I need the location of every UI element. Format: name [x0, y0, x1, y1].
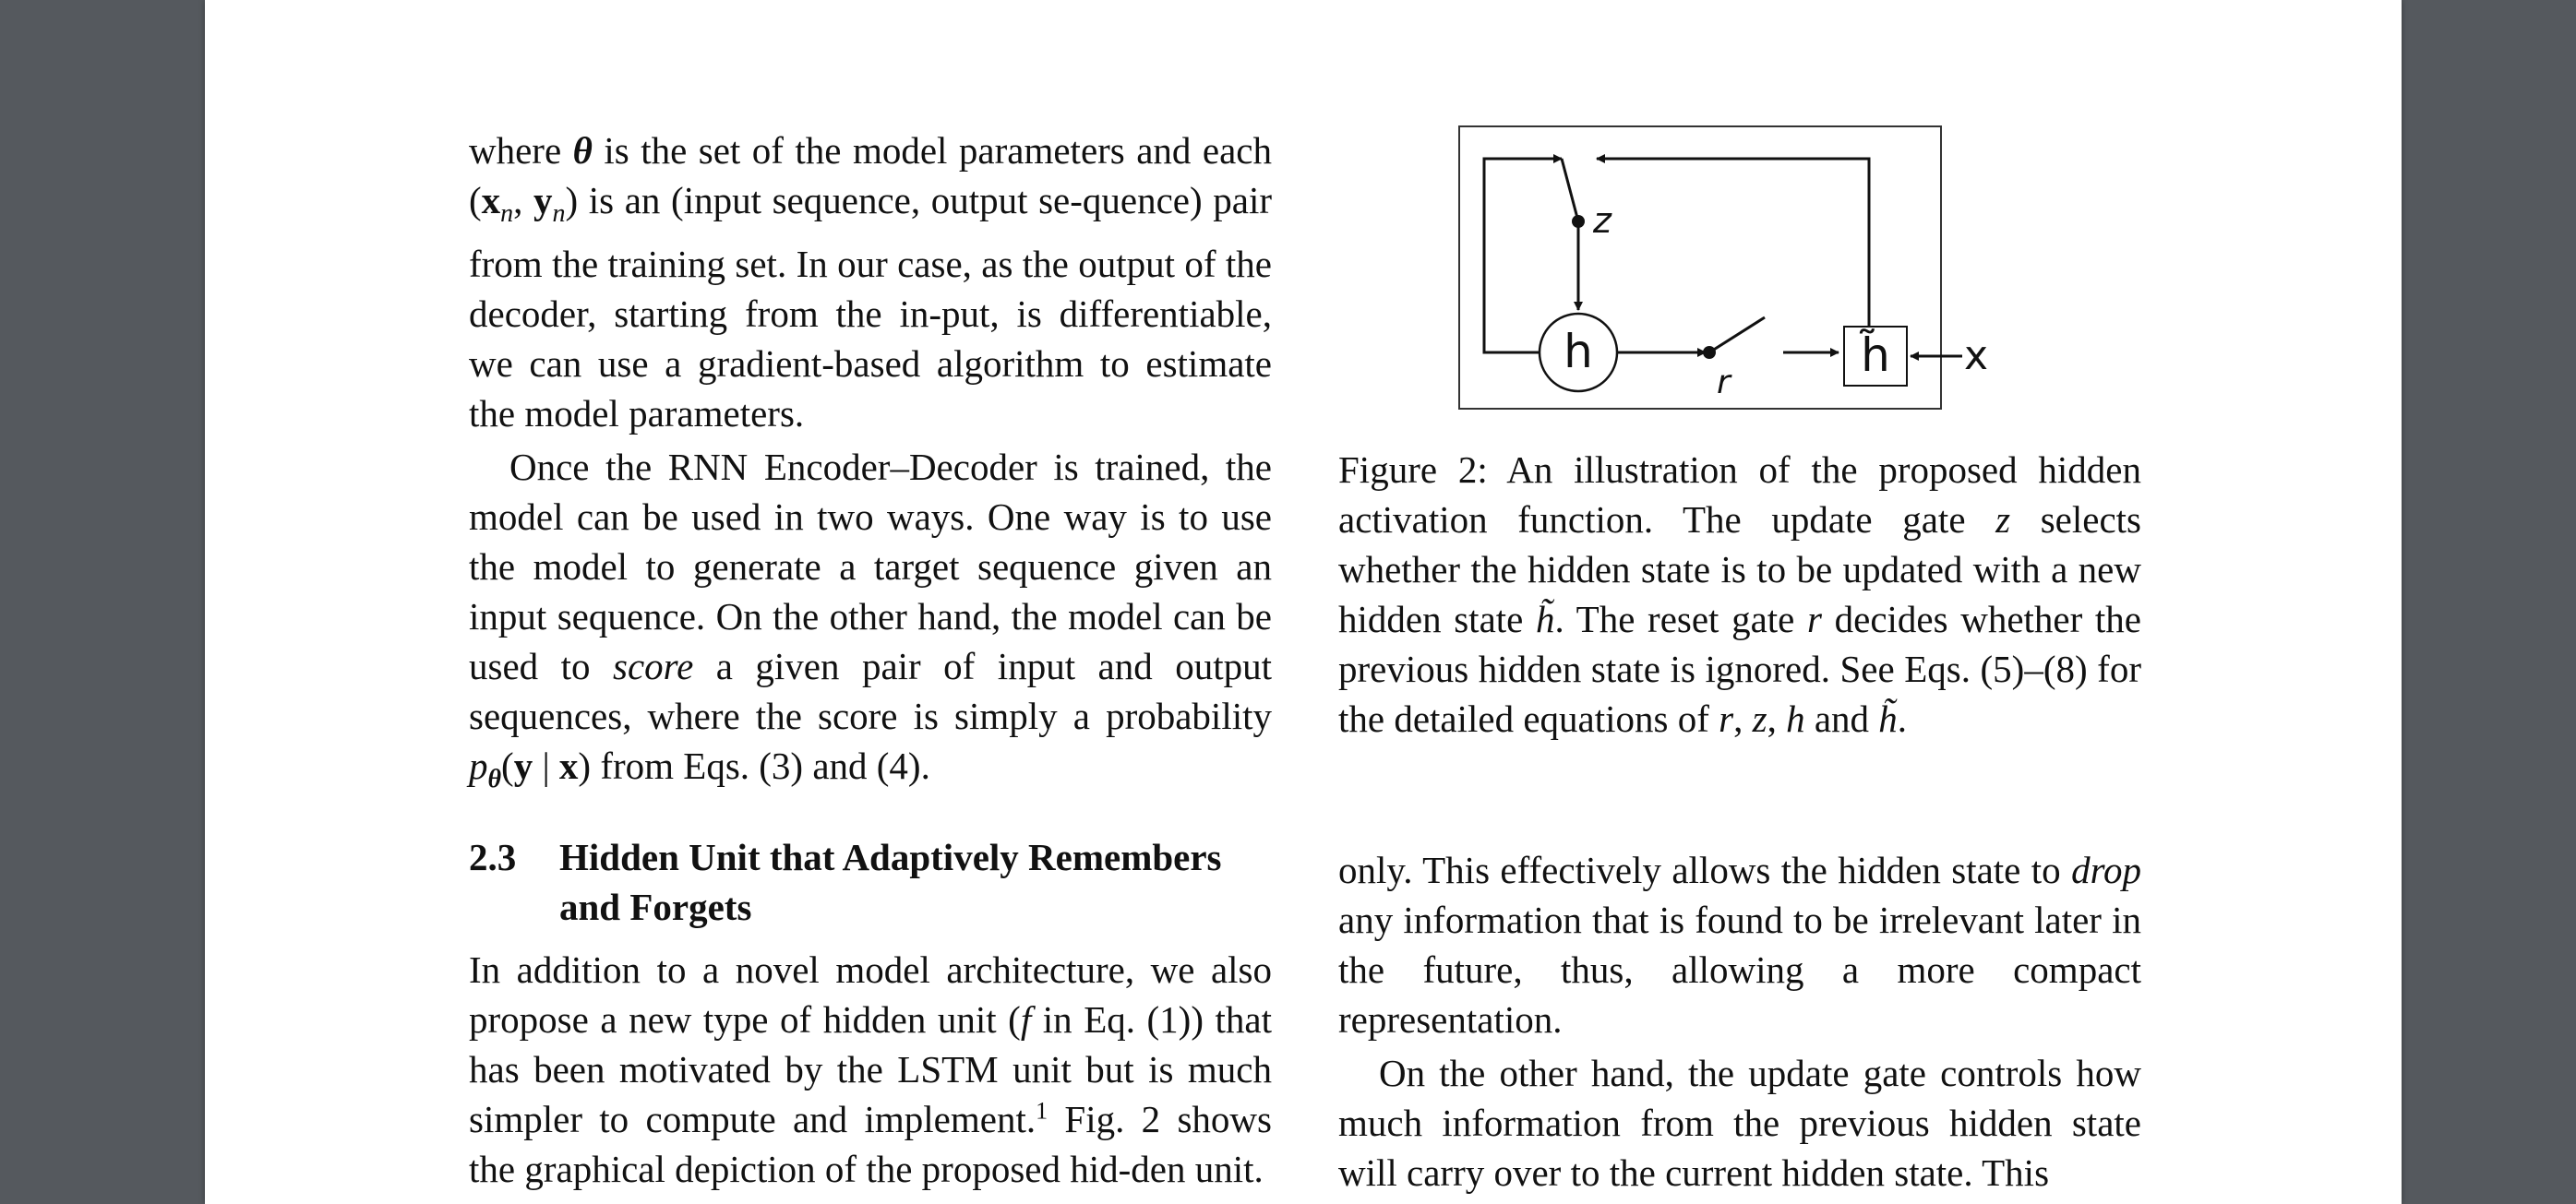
- right-column-body: [1338, 845, 2141, 1198]
- h-label: h: [1564, 325, 1593, 378]
- paragraph-hidden-unit: In addition to a novel model architecture, we also propose a new type of hidden unit (f in Eq. (1)) that has been motivated by the LSTM unit but is much simpler to compute and implement.$^1$ Fig. 2 shows the graphical depiction of the proposed hid-den unit.: [469, 948, 1272, 1191]
- r-label: r: [1717, 364, 1731, 401]
- paragraph-model-parameters: where θ is the set of the model parameters and each ($x_n$, $y_n$) is an (input sequence, output se-quence) pair from the training set. In our case, as the output of the decoder, starting from the in-put, is differentiable, we can use a gradient-based algorithm to estimate the model parameters.: [469, 129, 1272, 435]
- section-title: Hidden Unit that Adaptively Remembers and Forgets: [559, 836, 1222, 929]
- loop-left-line: [1484, 159, 1562, 352]
- paragraph-drop: only. This effectively allows the hidden state to drop any information that is found to be irrelevant later in the future, thus, allowing a more compact representation.: [1338, 849, 2141, 1041]
- section-number: 2.3: [469, 836, 517, 879]
- svg-text:x: x: [1964, 332, 1989, 379]
- left-column: [469, 125, 1272, 1194]
- z-label: z: [1593, 200, 1611, 241]
- pdf-page: [205, 0, 2402, 1204]
- footnote-marker[interactable]: 1: [1036, 1097, 1048, 1125]
- x-input-label-overlay: [1942, 332, 1997, 387]
- z-switch-line: [1562, 159, 1578, 221]
- r-switch-line: [1709, 317, 1765, 352]
- loop-right-line: [1597, 159, 1869, 327]
- htilde-label: h̃: [1861, 328, 1890, 382]
- section-heading: [469, 832, 1272, 932]
- figure-2-caption: Figure 2: An illustration of the proposed hidden activation function. The update gate z selects whether the hidden state is to be updated with a new hidden state h̃. The reset gate r decides whether the previous hidden state is ignored. See Eqs. (5)–(8) for the detailed equations of r, z, h and h̃.: [1338, 448, 2142, 740]
- paragraph-two-ways: Once the RNN Encoder–Decoder is trained, the model can be used in two ways. One way is to use the model to generate a target sequence given an input sequence. On the other hand, the model can be used to score a given pair of input and output sequences, where the score is simply a probability $p_\theta(y$ | x) from Eqs. (3) and (4).: [469, 446, 1272, 794]
- paragraph-update-gate: On the other hand, the update gate controls how much information from the previous hidden state will carry over to the current hidden state. This: [1338, 1052, 2141, 1194]
- figure-2-diagram: [1458, 125, 1942, 410]
